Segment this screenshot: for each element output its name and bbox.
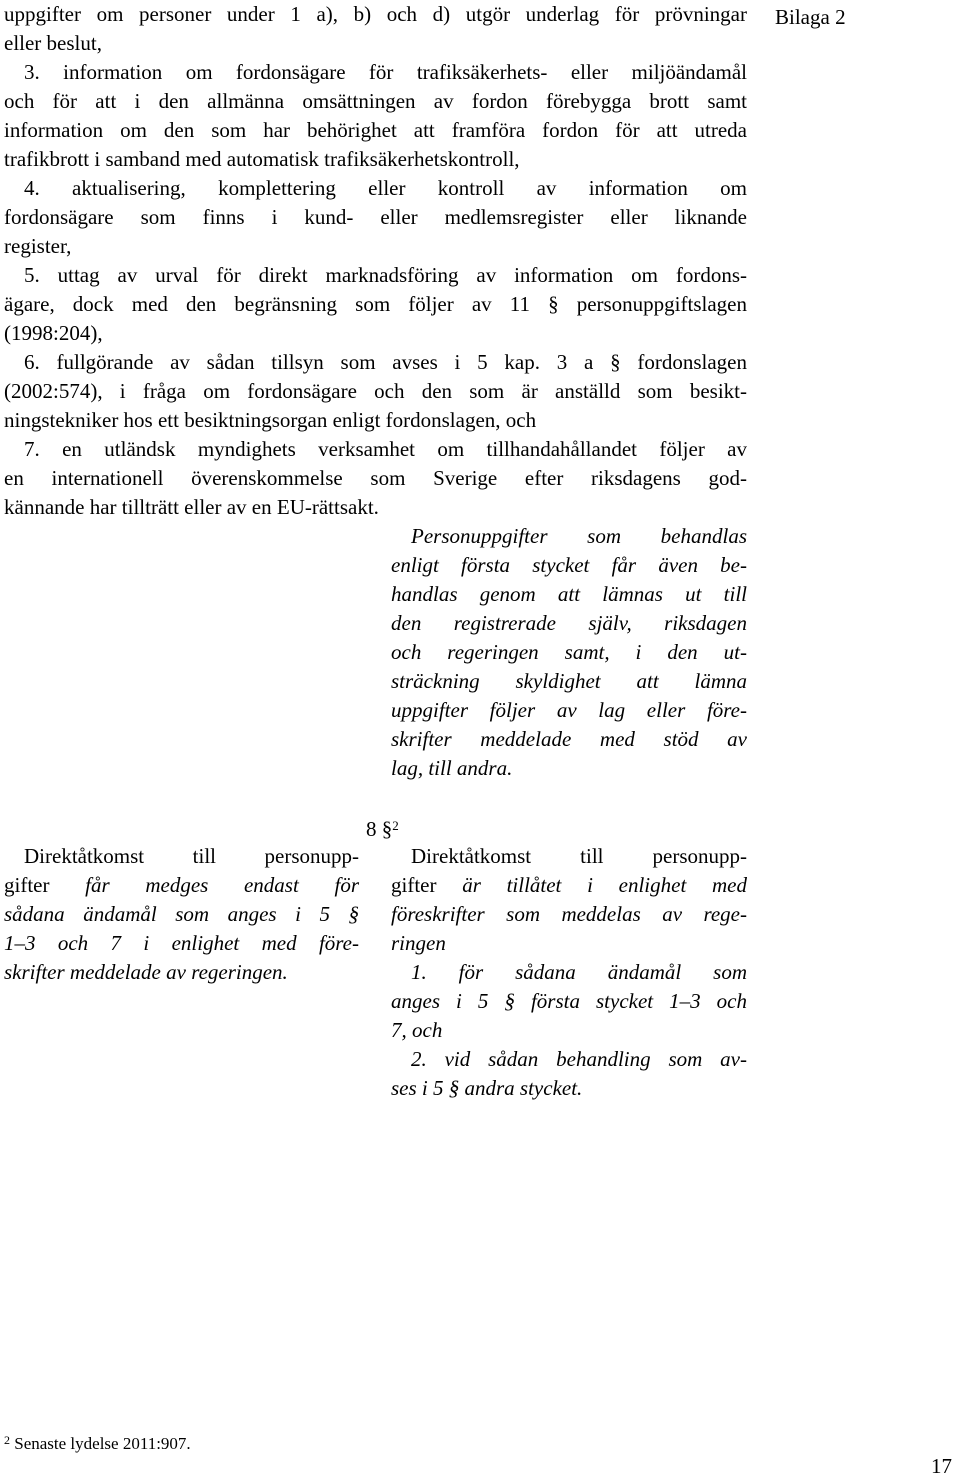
- left-line-italic: får medges endast för: [85, 873, 359, 897]
- right-line-normal: gifter: [391, 873, 463, 897]
- transitional-line: och regeringen samt, i den ut-: [391, 640, 747, 664]
- left-line: skrifter meddelade av regeringen.: [4, 960, 288, 984]
- body-line: register,: [4, 234, 72, 258]
- right-line-italic: är tillåtet i enlighet med: [462, 873, 747, 897]
- body-line: en internationell överenskommelse som Sverige efter riksdagens god-: [4, 466, 747, 490]
- body-line: eller beslut,: [4, 31, 102, 55]
- body-line: 5. uttag av urval för direkt marknadsföring av information om fordons-: [24, 263, 747, 287]
- transitional-line: skrifter meddelade med stöd av: [391, 727, 747, 751]
- proposed-wording-column: [391, 842, 747, 1103]
- left-line: sådana ändamål som anges i 5 §: [4, 902, 359, 926]
- transitional-line: sträckning skyldighet att lämna: [391, 669, 747, 693]
- body-line: 4. aktualisering, komplettering eller kontroll av information om: [24, 176, 747, 200]
- body-line: ägare, dock med den begränsning som följer av 11 § personuppgiftslagen: [4, 292, 747, 316]
- body-line: trafikbrott i samband med automatisk trafiksäkerhetskontroll,: [4, 147, 520, 171]
- left-line-normal: gifter: [4, 873, 86, 897]
- body-line: och för att i den allmänna omsättningen av fordon förebygga brott samt: [4, 89, 747, 113]
- section-heading: [366, 815, 399, 844]
- transitional-line: uppgifter följer av lag eller före-: [391, 698, 747, 722]
- transitional-line: den registrerade själv, riksdagen: [391, 611, 747, 635]
- left-line: Direktåtkomst till personupp-: [24, 844, 359, 868]
- body-line: information om den som har behörighet att framföra fordon för att utreda: [4, 118, 747, 142]
- right-line: 1. för sådana ändamål som: [411, 960, 747, 984]
- body-line: uppgifter om personer under 1 a), b) och d) utgör underlag för prövningar: [4, 2, 747, 26]
- section-number: 8 §: [366, 817, 393, 841]
- body-line: (2002:574), i fråga om fordonsägare och den som är anställd som besikt-: [4, 379, 747, 403]
- body-line: 7. en utländsk myndighets verksamhet om tillhandahållandet följer av: [24, 437, 747, 461]
- footnote-marker: 2: [4, 1433, 10, 1447]
- right-line: anges i 5 § första stycket 1–3 och: [391, 989, 747, 1013]
- transitional-line: handlas genom att lämnas ut till: [391, 582, 747, 606]
- right-line: ses i 5 § andra stycket.: [391, 1076, 583, 1100]
- appendix-label: Bilaga 2: [775, 5, 846, 29]
- transitional-paragraph: [391, 522, 747, 783]
- transitional-line: Personuppgifter som behandlas: [411, 524, 747, 548]
- body-line: ningstekniker hos ett besiktningsorgan enligt fordonslagen, och: [4, 408, 537, 432]
- body-line: (1998:204),: [4, 321, 103, 345]
- left-line: 1–3 och 7 i enlighet med före-: [4, 931, 359, 955]
- left-line: [4, 871, 359, 900]
- right-line: ringen: [391, 931, 446, 955]
- transitional-line: enligt första stycket får även be-: [391, 553, 747, 577]
- transitional-line: lag, till andra.: [391, 756, 513, 780]
- right-line: Direktåtkomst till personupp-: [411, 844, 747, 868]
- body-line: 6. fullgörande av sådan tillsyn som avses i 5 kap. 3 a § fordonslagen: [24, 350, 747, 374]
- right-line: 7, och: [391, 1018, 443, 1042]
- current-wording-column: [4, 842, 359, 987]
- main-body-text: [4, 0, 747, 522]
- right-line: föreskrifter som meddelas av rege-: [391, 902, 747, 926]
- right-line: 2. vid sådan behandling som av-: [411, 1047, 747, 1071]
- body-line: kännande har tillträtt eller av en EU-rättsakt.: [4, 495, 379, 519]
- footnote: [4, 1433, 191, 1455]
- page-number: 17: [931, 1454, 952, 1478]
- footnote-text: Senaste lydelse 2011:907.: [14, 1434, 191, 1453]
- body-line: fordonsägare som finns i kund- eller medlemsregister eller liknande: [4, 205, 747, 229]
- right-line: [391, 871, 747, 900]
- body-line: 3. information om fordonsägare för trafiksäkerhets- eller miljöändamål: [24, 60, 747, 84]
- footnote-reference: 2: [392, 818, 399, 833]
